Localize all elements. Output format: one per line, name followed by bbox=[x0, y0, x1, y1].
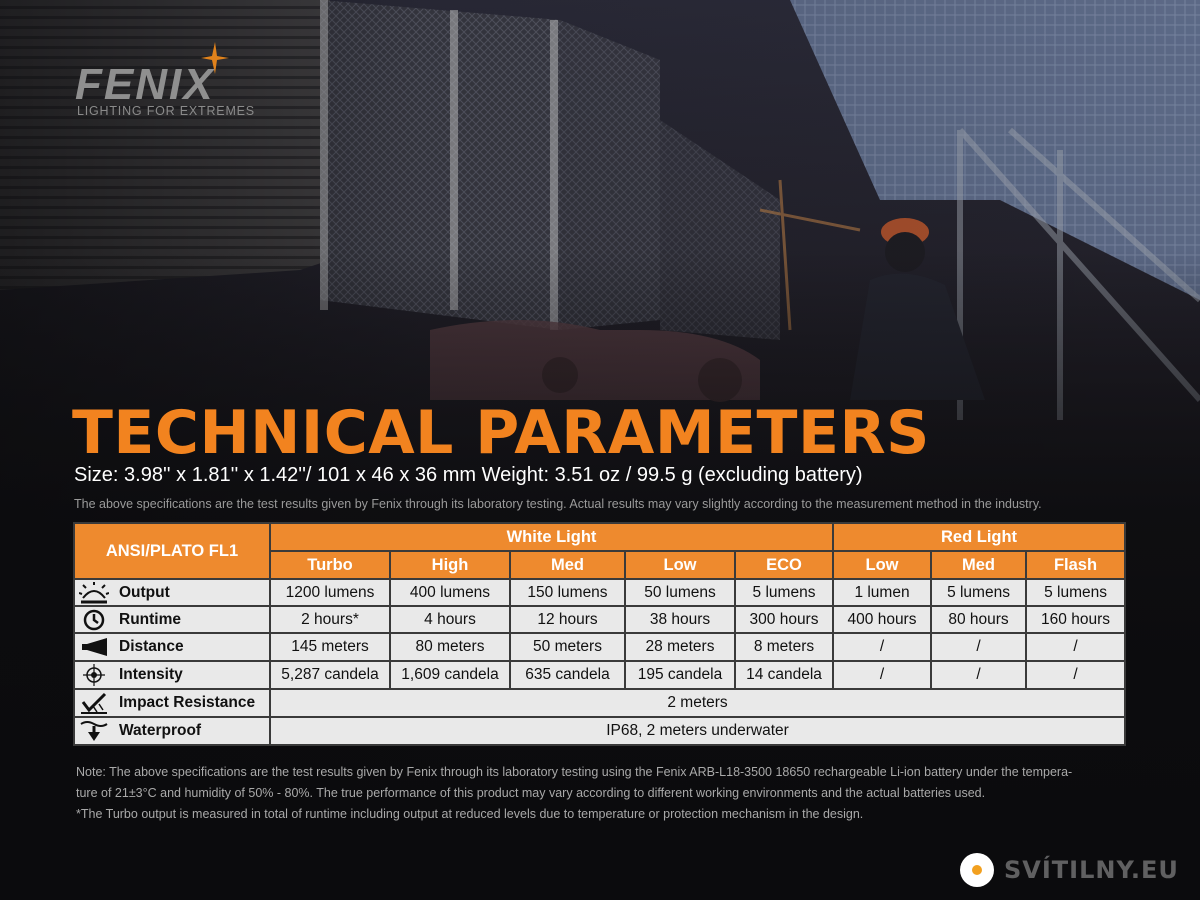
table-cell: 5 lumens bbox=[931, 579, 1026, 606]
mode-header: High bbox=[390, 551, 510, 579]
group-white-light: White Light bbox=[270, 523, 833, 551]
table-cell: 5 lumens bbox=[1026, 579, 1125, 606]
table-row-runtime bbox=[74, 606, 1125, 633]
table-cell: 1,609 candela bbox=[390, 661, 510, 689]
table-cell: / bbox=[931, 661, 1026, 689]
clock-icon bbox=[79, 609, 109, 631]
target-icon bbox=[79, 664, 109, 686]
watermark bbox=[960, 852, 1179, 888]
impact-icon bbox=[79, 692, 109, 714]
table-cell: 4 hours bbox=[390, 606, 510, 633]
table-cell: 145 meters bbox=[270, 633, 390, 661]
table-row-intensity bbox=[74, 661, 1125, 689]
table-row-output bbox=[74, 579, 1125, 606]
table-row-impact bbox=[74, 689, 1125, 717]
notes-block bbox=[76, 762, 1126, 825]
table-cell: 635 candela bbox=[510, 661, 625, 689]
mode-header: Low bbox=[625, 551, 735, 579]
table-cell: 80 hours bbox=[931, 606, 1026, 633]
note-line: ture of 21±3°C and humidity of 50% - 80%. The true performance of this product may vary according to different working environments and the actual batteries used. bbox=[76, 786, 986, 800]
table-cell: 8 meters bbox=[735, 633, 833, 661]
table-cell: 28 meters bbox=[625, 633, 735, 661]
table-cell: 50 lumens bbox=[625, 579, 735, 606]
row-label: Impact Resistance bbox=[119, 694, 256, 711]
group-red-light: Red Light bbox=[833, 523, 1125, 551]
table-cell: / bbox=[931, 633, 1026, 661]
mode-header: Low bbox=[833, 551, 931, 579]
table-cell: 400 lumens bbox=[390, 579, 510, 606]
table-cell: 12 hours bbox=[510, 606, 625, 633]
logo-wordmark: FENIX bbox=[75, 60, 215, 109]
watermark-logo-icon bbox=[960, 853, 994, 887]
sunburst-icon bbox=[79, 582, 109, 604]
table-cell: 1 lumen bbox=[833, 579, 931, 606]
disclaimer-text: The above specifications are the test results given by Fenix through its laboratory testing. Actual results may vary slightly according to the measurement method in the industry. bbox=[74, 497, 1042, 511]
size-weight-line: Size: 3.98'' x 1.81'' x 1.42''/ 101 x 46 x 36 mm Weight: 3.51 oz / 99.5 g (excluding battery) bbox=[74, 464, 863, 486]
table-row-distance bbox=[74, 633, 1125, 661]
watermark-text: SVÍTILNY.EU bbox=[1004, 856, 1179, 884]
spec-table bbox=[73, 522, 1126, 746]
note-line: Note: The above specifications are the test results given by Fenix through its laboratory testing using the Fenix ARB-L18-3500 18650 rechargeable Li-ion battery under the tempera- bbox=[76, 765, 1073, 779]
corner-label: ANSI/PLATO FL1 bbox=[74, 523, 270, 579]
row-label: Distance bbox=[119, 638, 184, 655]
table-cell: 38 hours bbox=[625, 606, 735, 633]
table-cell: 80 meters bbox=[390, 633, 510, 661]
table-cell: 300 hours bbox=[735, 606, 833, 633]
table-cell: 50 meters bbox=[510, 633, 625, 661]
impact-value: 2 meters bbox=[270, 689, 1125, 717]
row-label: Waterproof bbox=[119, 722, 202, 739]
table-cell: / bbox=[1026, 661, 1125, 689]
table-cell: 160 hours bbox=[1026, 606, 1125, 633]
table-cell: / bbox=[1026, 633, 1125, 661]
mode-header: Med bbox=[510, 551, 625, 579]
fenix-logo bbox=[75, 40, 275, 120]
waterproof-value: IP68, 2 meters underwater bbox=[270, 717, 1125, 745]
logo-tagline: LIGHTING FOR EXTREMES bbox=[77, 104, 255, 118]
row-label: Intensity bbox=[119, 666, 183, 683]
table-cell: 14 candela bbox=[735, 661, 833, 689]
row-label: Runtime bbox=[119, 610, 181, 628]
beam-icon bbox=[79, 636, 109, 658]
page-title: TECHNICAL PARAMETERS bbox=[72, 398, 930, 468]
table-cell: / bbox=[833, 633, 931, 661]
table-cell: 5 lumens bbox=[735, 579, 833, 606]
table-cell: 1200 lumens bbox=[270, 579, 390, 606]
note-line: *The Turbo output is measured in total of runtime including output at reduced levels due to temperature or protection mechanism in the design. bbox=[76, 807, 864, 821]
table-row-waterproof bbox=[74, 717, 1125, 745]
table-cell: 150 lumens bbox=[510, 579, 625, 606]
mode-header: Turbo bbox=[270, 551, 390, 579]
waterproof-icon bbox=[79, 720, 109, 742]
table-cell: 5,287 candela bbox=[270, 661, 390, 689]
mode-header: ECO bbox=[735, 551, 833, 579]
mode-header: Flash bbox=[1026, 551, 1125, 579]
mode-header: Med bbox=[931, 551, 1026, 579]
row-label: Output bbox=[119, 583, 170, 601]
table-cell: 2 hours* bbox=[270, 606, 390, 633]
table-cell: 400 hours bbox=[833, 606, 931, 633]
table-cell: / bbox=[833, 661, 931, 689]
table-cell: 195 candela bbox=[625, 661, 735, 689]
